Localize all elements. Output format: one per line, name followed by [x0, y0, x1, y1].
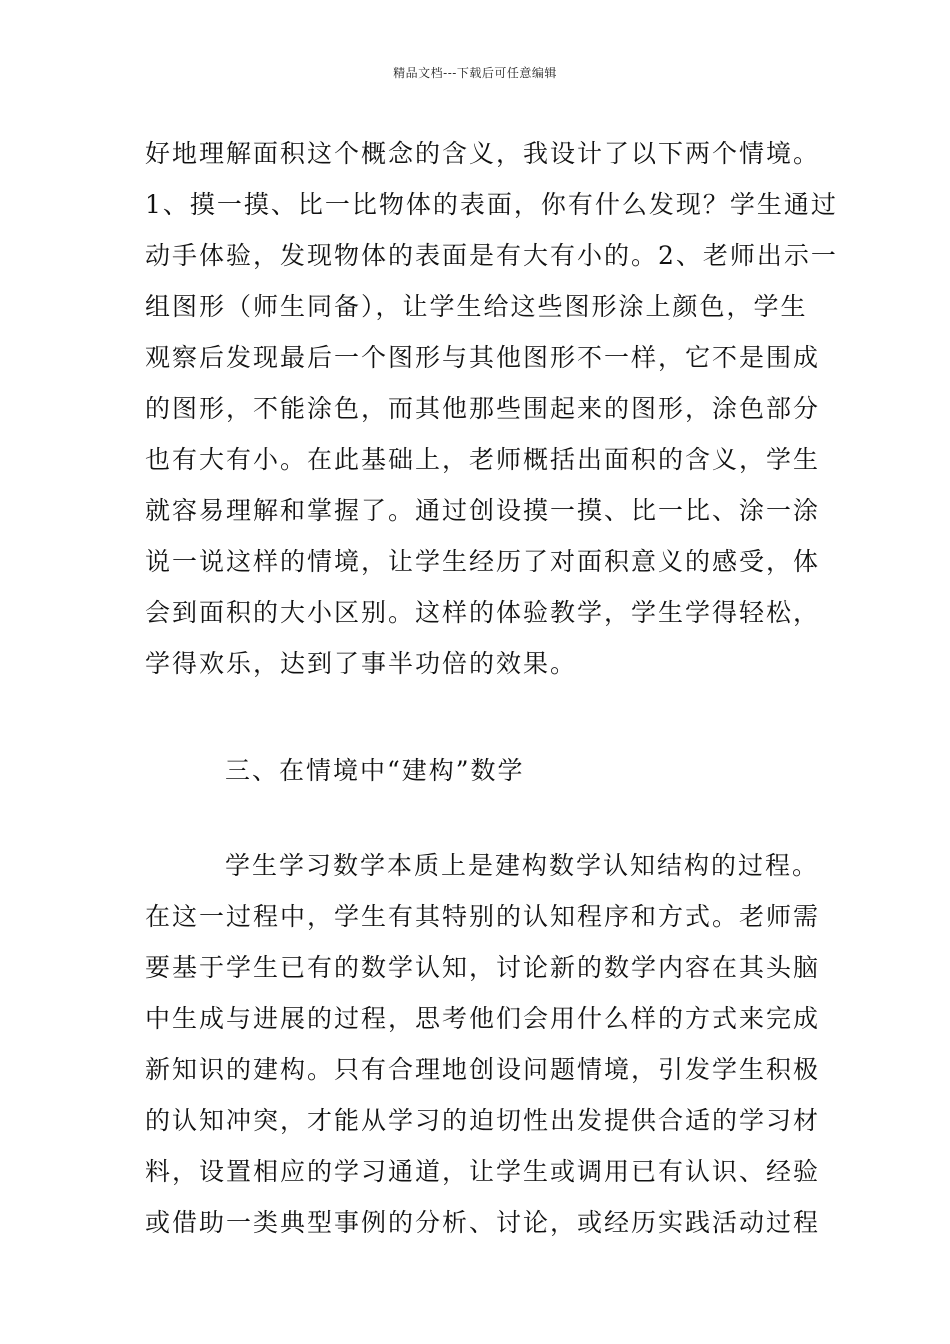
- text-line: 要基于学生已有的数学认知，讨论新的数学内容在其头脑: [145, 953, 821, 982]
- text-line: 的图形，不能涂色，而其他那些围起来的图形，涂色部分: [145, 394, 821, 423]
- text-line: 组图形（师生同备），让学生给这些图形涂上颜色，学生: [145, 292, 808, 321]
- text-line: 或借助一类典型事例的分析、讨论，或经历实践活动过程: [145, 1208, 821, 1237]
- text-line: 1、摸一摸、比一比物体的表面，你有什么发现？学生通过: [145, 190, 838, 219]
- text-line: 动手体验，发现物体的表面是有大有小的。2、老师出示一: [145, 241, 838, 270]
- text-line: 会到面积的大小区别。这样的体验教学，学生学得轻松，: [145, 598, 821, 627]
- text-line: 料，设置相应的学习通道，让学生或调用已有认识、经验: [145, 1157, 821, 1186]
- text-line: 在这一过程中，学生有其特别的认知程序和方式。老师需: [145, 902, 821, 931]
- section-heading: 三、在情境中“建构”数学: [225, 756, 525, 785]
- text-line: 好地理解面积这个概念的含义，我设计了以下两个情境。: [145, 139, 821, 168]
- text-line: 学生学习数学本质上是建构数学认知结构的过程。: [225, 851, 820, 880]
- spacer: [145, 689, 810, 745]
- text-line: 就容易理解和掌握了。通过创设摸一摸、比一比、涂一涂: [145, 496, 821, 525]
- paragraph: [145, 840, 821, 1248]
- text-line: 新知识的建构。只有合理地创设问题情境，引发学生积极: [145, 1055, 821, 1084]
- text-line: 也有大有小。在此基础上，老师概括出面积的含义，学生: [145, 445, 821, 474]
- text-line: 的认知冲突，才能从学习的迫切性出发提供合适的学习材: [145, 1106, 821, 1135]
- text-line: 说一说这样的情境，让学生经历了对面积意义的感受，体: [145, 547, 821, 576]
- text-line: 学得欢乐，达到了事半功倍的效果。: [145, 649, 578, 678]
- text-line: 中生成与进展的过程，思考他们会用什么样的方式来完成: [145, 1004, 821, 1033]
- document-body: [145, 128, 838, 1248]
- page-header: 精品文档---下载后可任意编辑: [393, 66, 557, 80]
- paragraph: [145, 128, 838, 689]
- text-line: 观察后发现最后一个图形与其他图形不一样，它不是围成: [145, 343, 821, 372]
- spacer: [145, 796, 810, 840]
